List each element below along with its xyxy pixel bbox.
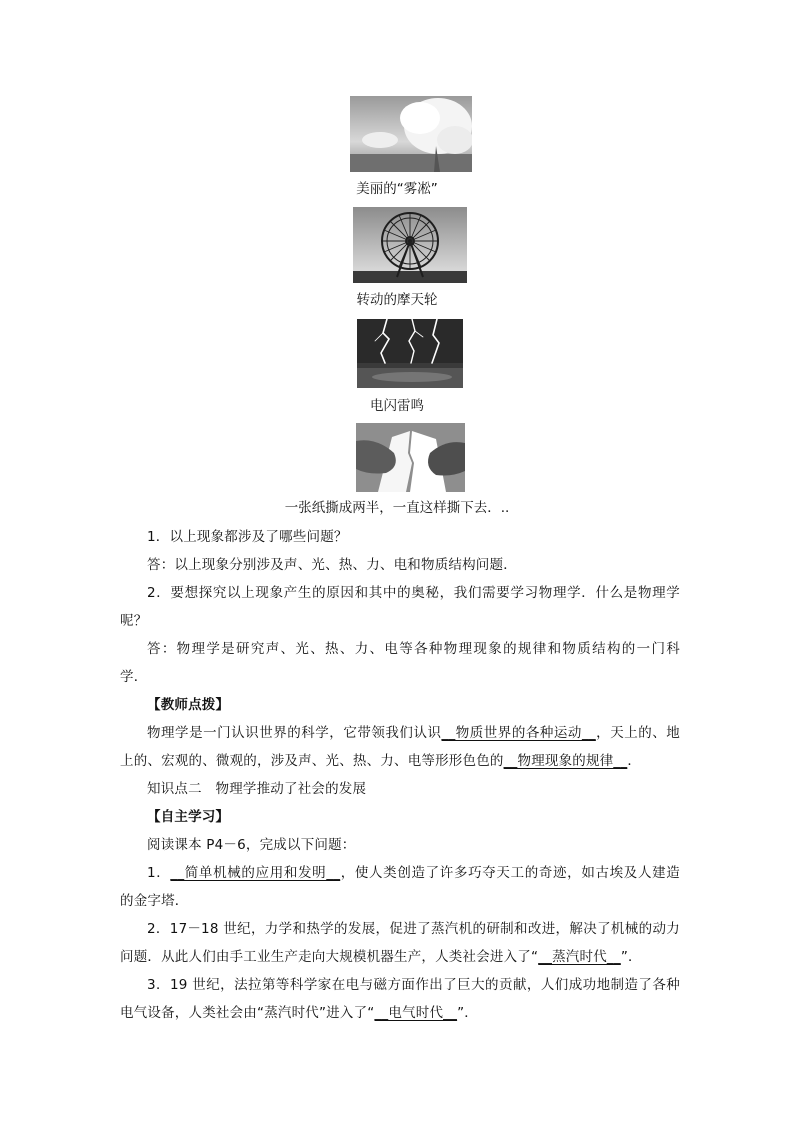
item-1-line2: 的金字塔． (120, 893, 189, 909)
item-1-post: ，使人类创造了许多巧夺天工的奇迹，如古埃及人建造 (340, 865, 680, 881)
lightning-storm-photo-icon (357, 319, 463, 388)
question-2-line1: 2．要想探究以上现象产生的原因和其中的奥秘，我们需要学习物理学．什么是物理学 (147, 585, 680, 601)
teacher-tip-line2 (120, 747, 680, 775)
answer-2-line2: 学． (120, 669, 148, 685)
blank-electric-age: __电气时代__ (374, 1005, 458, 1021)
teacher-tip-line1 (120, 719, 680, 747)
item-3-post: ”． (457, 1005, 478, 1021)
item-2-post: ”． (620, 949, 642, 965)
item-3-line1: 3．19 世纪，法拉第等科学家在电与磁方面作出了巨大的贡献，人们成功地制造了各种 (147, 977, 680, 993)
figure-caption-rime: 美丽的“雾凇” (356, 181, 438, 197)
item-3-line2 (120, 999, 680, 1027)
knowledge-point-2-title: 知识点二 物理学推动了社会的发展 (147, 781, 367, 797)
blank-physical-laws: __物理现象的规律__ (503, 753, 628, 769)
self-study-heading: 【自主学习】 (147, 809, 230, 825)
answer-2-line1: 答：物理学是研究声、光、热、力、电等各种物理现象的规律和物质结构的一门科 (147, 641, 680, 657)
rime-tree-photo-icon (350, 96, 472, 172)
answer-1: 答：以上现象分别涉及声、光、热、力、电和物质结构问题． (147, 557, 517, 573)
item-3-pre: 电气设备，人类社会由“蒸汽时代”进入了“ (120, 1005, 375, 1021)
item-1-prefix: 1． (147, 865, 171, 881)
item-2-pre: 问题．从此人们由手工业生产走向大规模机器生产，人类社会进入了“ (120, 949, 539, 965)
item-2-line1: 2．17－18 世纪，力学和热学的发展，促进了蒸汽机的研制和改进，解决了机械的动力 (147, 921, 680, 937)
figure-caption-tearing-paper: 一张纸撕成两半，一直这样撕下去．.. (284, 500, 510, 516)
figure-caption-lightning: 电闪雷鸣 (370, 398, 424, 414)
figure-caption-ferris-wheel: 转动的摩天轮 (356, 292, 438, 308)
item-2-line2 (120, 943, 680, 971)
blank-simple-machines: __简单机械的应用和发明__ (170, 865, 341, 881)
teacher-tip-line1-post: ，天上的、地 (595, 725, 681, 741)
item-1-line1 (120, 859, 680, 887)
tearing-paper-photo-icon (356, 423, 465, 492)
ferris-wheel-photo-icon (353, 207, 467, 283)
blank-physical-world-motion: __物质世界的各种运动__ (441, 725, 596, 741)
teacher-tip-line2-pre: 上的、宏观的、微观的，涉及声、光、热、力、电等形形色色的 (120, 753, 504, 769)
question-2-line2: 呢？ (120, 613, 148, 629)
self-study-intro: 阅读课本 P4－6，完成以下问题： (147, 837, 356, 853)
teacher-tip-line2-post: ． (627, 753, 642, 769)
blank-steam-age: __蒸汽时代__ (538, 949, 621, 965)
question-1: 1．以上现象都涉及了哪些问题？ (147, 529, 348, 545)
teacher-tip-line1-pre: 物理学是一门认识世界的科学，它带领我们认识 (147, 725, 442, 741)
teacher-tip-heading: 【教师点拨】 (147, 697, 230, 713)
